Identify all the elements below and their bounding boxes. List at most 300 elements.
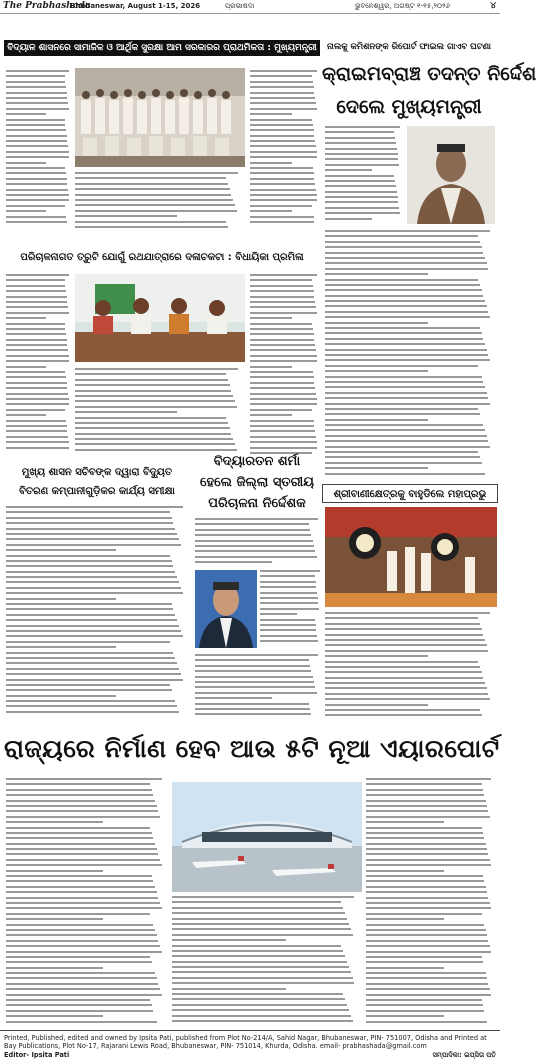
text-line [250,349,316,351]
text-line [6,679,183,681]
text-line [6,124,65,126]
text-line [366,934,487,936]
text-line [325,246,482,248]
dateline-odia: ଭୁବନେଶ୍ୱର, ଅଗଷ୍ଟ ୧-୧୫,୨୦୨୬ [355,2,450,10]
text-line [325,639,485,641]
imprint-line-1: Printed, Published, edited and owned by Ipsita Pati, published from Plot No-214/A, Sahid Nagar, Bhubaneswar, PIN- 751007, Odisha and Printed at [4,1034,487,1042]
text-line [6,886,155,888]
text-line [6,864,162,866]
text-line [6,398,69,400]
text-line [6,956,150,958]
text-line [75,172,238,174]
text-line [172,934,353,936]
text-line [325,451,478,453]
text-line [366,821,444,823]
text-line [172,896,354,898]
article4-headline: ଶ୍ରୀବାଣୀକ୍ଷେତ୍ରକୁ ବାହୁଡିଲେ ମହାପ୍ରଭୁ [322,484,498,503]
text-line [260,624,316,626]
text-line [250,366,292,368]
text-line [6,156,69,158]
text-line [250,296,314,298]
article1-photo [75,68,245,167]
text-line [325,714,482,716]
text-line [366,816,490,818]
text-line [172,982,354,984]
text-line [6,92,67,94]
text-line [6,279,65,281]
article6-photo [195,570,257,648]
text-line [6,1021,157,1023]
text-line [325,230,490,232]
text-line [325,370,428,372]
text-line [6,689,172,691]
text-line [6,1015,103,1017]
text-line [325,354,488,356]
text-line [250,97,315,99]
text-line [6,506,183,508]
text-line [6,333,66,335]
text-line [6,119,65,121]
text-line [325,196,398,198]
article7-photo [172,782,362,892]
text-line [250,205,312,207]
text-line [172,988,286,990]
text-line [325,682,485,684]
text-line [6,511,170,513]
text-line [6,403,69,405]
article4-body [325,612,497,722]
text-line [6,673,181,675]
text-line [325,424,483,426]
text-line [195,670,311,672]
article3-headline: ପରିଚାଳନାଗତ ତ୍ରୁଟି ଯୋଗୁଁ ରଥଯାତ୍ରାରେ ଦଳାଚକଟା : ବିଧାୟିକା ପ୍ରମିଳା [4,248,320,267]
text-line [325,698,490,700]
text-line [325,142,396,144]
text-line [250,301,315,303]
text-line [6,592,183,594]
text-line [6,75,65,77]
text-line [325,644,487,646]
article3-photo [75,274,245,362]
masthead-title: ପ୍ରଭାଷଦା [225,2,255,10]
text-line [75,215,177,217]
text-line [172,950,343,952]
text-line [6,581,179,583]
text-line [325,693,488,695]
text-line [6,328,65,330]
text-line [325,397,488,399]
text-line [172,1004,347,1006]
text-line [6,544,181,546]
text-line [6,436,68,438]
text-line [366,999,482,1001]
text-line [195,550,315,552]
text-line [250,274,317,276]
text-line [6,778,162,780]
text-line [250,129,314,131]
text-line [250,447,317,449]
text-line [366,988,490,990]
text-line [6,875,152,877]
text-line [325,268,488,270]
text-line [250,376,314,378]
text-line [6,178,67,180]
text-line [260,608,319,610]
text-line [75,438,233,440]
text-line [366,880,484,882]
text-line [325,252,483,254]
text-line [325,704,428,706]
text-line [250,210,292,212]
text-line [6,565,173,567]
text-line [250,135,314,137]
text-line [250,398,317,400]
text-line [325,473,485,475]
text-line [325,671,482,673]
text-line [325,617,478,619]
text-line [366,1004,483,1006]
text-line [366,875,483,877]
text-line [172,939,286,941]
text-line [6,625,179,627]
text-line [325,316,490,318]
text-line [325,153,398,155]
text-line [250,108,317,110]
text-line [6,560,172,562]
text-line [325,241,480,243]
text-line [250,333,314,335]
text-line [325,218,372,220]
text-line [172,1009,349,1011]
text-line [366,945,490,947]
text-line [6,1010,153,1012]
text-line [325,408,478,410]
article6-headline-line1: ବିଦ୍ୟାରତନ ଶର୍ମା [213,454,301,469]
text-line [366,794,484,796]
article5-headline-line1: ମୁଖ୍ୟ ଶାସନ ସଚିବଙ୍କ ଦ୍ୱାରା ବିଦ୍ୟୁତ [21,467,173,478]
text-line [6,317,46,319]
text-line [6,349,68,351]
text-line [366,870,444,872]
text-line [250,436,316,438]
text-line [250,70,317,72]
text-line [325,403,490,405]
text-line [6,301,67,303]
text-line [366,918,444,920]
text-line [250,145,316,147]
article5-headline-line2: ବିତରଣ କମ୍ପାନୀଗୁଡ଼ିକର କାର୍ଯ୍ୟ ସମୀକ୍ଷା [19,486,175,497]
text-line [260,629,316,631]
text-line [6,967,103,969]
article2-photo [407,126,495,224]
text-line [6,880,153,882]
text-line [6,929,155,931]
text-line [250,344,315,346]
text-line [250,156,317,158]
text-line [325,327,480,329]
text-line [325,661,478,663]
dateline: Bhubaneswar, August 1-15, 2026 [70,2,201,10]
article3-body-right [250,274,320,458]
article6-body-bottom [195,654,323,722]
text-line [250,414,292,416]
text-line [195,713,311,715]
text-line [366,848,487,850]
article1-headline: ବିଦ୍ୟାଳ ଶାସନରେ ସାମାଜିକ ଓ ଆର୍ଥିକ ସୁରକ୍ଷା ଆମ ସରକାରର ପ୍ରାଥମିକତା : ମୁଖ୍ୟମନ୍ତ୍ରୀ [4,40,320,56]
text-line [6,684,170,686]
text-line [6,167,65,169]
text-line [6,783,150,785]
text-line [325,180,395,182]
text-line [6,189,68,191]
text-line [195,556,317,558]
article2-headline-line1: କ୍ରାଇମବ୍ରାଞ୍ଚ ତଦନ୍ତ ନିର୍ଦ୍ଦେଶ [322,63,536,85]
text-line [172,977,353,979]
text-line [6,145,68,147]
text-line [325,392,487,394]
text-line [250,172,314,174]
text-line [75,188,230,190]
text-line [75,373,226,375]
text-line [6,216,66,218]
text-line [250,393,316,395]
text-line [6,789,152,791]
article2-headline-line2: ଦେଲେ ମୁଖ୍ୟମନ୍ତ୍ରୀ [336,96,482,118]
text-line [6,907,162,909]
text-line [366,778,491,780]
text-line [6,102,68,104]
text-line [250,409,312,411]
text-line [6,194,69,196]
text-line [325,207,399,209]
text-line [366,929,486,931]
text-line [6,913,150,915]
text-line [172,966,349,968]
text-line [6,371,65,373]
text-line [172,971,351,973]
text-line [250,430,315,432]
text-line [250,216,314,218]
editor-credit: Editor- Ipsita Pati [4,1051,70,1059]
text-line [366,827,482,829]
text-line [6,837,153,839]
text-line [6,988,160,990]
text-line [6,657,175,659]
imprint-line-2: Bay Publications, Plot No-17, Rajarani Lewis Road, Bhubaneswar, PIN- 751014, Khurda, Odisha. email- prabhashada@gmail.com [4,1042,427,1050]
text-line [325,311,488,313]
text-line [325,709,480,711]
text-line [6,598,116,600]
text-line [6,695,116,697]
text-line [366,789,483,791]
text-line [325,295,483,297]
text-line [195,545,314,547]
text-line [172,912,345,914]
text-line [250,420,314,422]
text-line [6,972,155,974]
text-line [6,576,177,578]
text-line [260,570,320,572]
text-line [250,339,314,341]
text-line [172,945,341,947]
text-line [75,379,228,381]
text-line [366,972,486,974]
text-line [250,162,292,164]
text-line [325,169,372,171]
text-line [6,587,181,589]
text-line [366,1010,484,1012]
text-line [250,140,315,142]
article1-body-left [6,70,72,230]
text-line [6,805,157,807]
text-line [250,285,313,287]
text-line [325,289,482,291]
text-line [6,951,162,953]
text-line [6,940,158,942]
text-line [250,382,314,384]
text-line [6,983,158,985]
article2-kicker: ନାଲକୁ କମିଶନଙ୍କ ରିପୋର୍ଟ ଫାଇଲ ଗାଏବ ଘଟଣା [327,42,491,52]
text-line [366,891,487,893]
text-line [325,191,397,193]
text-line [6,646,116,648]
text-line [6,285,65,287]
text-line [366,1015,444,1017]
article6-body-right [260,570,322,650]
text-line [325,623,480,625]
text-line [250,194,317,196]
article7-body-col3 [366,778,496,1028]
text-line [260,613,297,615]
text-line [366,956,482,958]
text-line [250,183,315,185]
text-line [75,400,235,402]
text-line [325,305,487,307]
text-line [6,97,67,99]
text-line [250,81,313,83]
text-line [6,528,175,530]
text-line [366,897,488,899]
text-line [260,635,317,637]
text-line [366,977,487,979]
text-line [6,290,66,292]
text-line [325,419,428,421]
text-line [6,441,69,443]
text-line [250,102,316,104]
text-line [172,901,341,903]
text-line [366,907,491,909]
text-line [325,284,480,286]
text-line [260,619,315,621]
text-line [6,555,170,557]
text-line [6,199,69,201]
text-line [250,92,314,94]
text-line [250,124,313,126]
text-line [75,194,231,196]
text-line [325,175,394,177]
text-line [6,918,103,920]
text-line [325,677,483,679]
text-line [6,382,67,384]
text-line [366,800,486,802]
text-line [250,113,292,115]
text-line [250,86,314,88]
text-line [325,279,478,281]
text-line [325,158,398,160]
text-line [325,650,488,652]
text-line [250,441,317,443]
text-line [366,859,490,861]
text-line [75,422,228,424]
text-line [6,113,46,115]
text-line [325,440,488,442]
text-line [195,708,310,710]
text-line [366,783,482,785]
text-line [6,549,116,551]
text-line [250,360,317,362]
text-line [325,343,485,345]
text-line [195,692,317,694]
text-line [366,837,484,839]
article3-body-left [6,274,72,454]
text-line [75,210,237,212]
article5-body [6,506,190,721]
text-line [75,395,233,397]
text-line [6,571,175,573]
text-line [172,1015,351,1017]
text-line [366,864,491,866]
text-line [250,178,314,180]
editor-credit-odia: ସମ୍ପାଦିକା: ଇପ୍ସିତା ପତି [432,1051,496,1059]
text-line [75,204,235,206]
text-line [325,612,490,614]
text-line [325,349,487,351]
text-line [366,967,444,969]
text-line [260,581,316,583]
text-line [6,705,177,707]
text-line [6,652,173,654]
text-line [6,306,68,308]
text-line [6,420,66,422]
text-line [325,273,428,275]
text-line [172,923,349,925]
text-line [325,164,399,166]
text-line [6,376,66,378]
text-line [325,386,485,388]
text-line [325,456,480,458]
text-line [75,199,233,201]
text-line [6,414,46,416]
text-line [325,376,482,378]
footer [0,1030,500,1058]
text-line [6,151,69,153]
text-line [6,425,67,427]
text-line [6,140,67,142]
page-number: ୪ [490,1,496,11]
text-line [6,897,158,899]
text-line [6,619,177,621]
text-line [6,902,160,904]
text-line [6,630,181,632]
text-line [250,387,315,389]
article2-body-top [325,126,403,226]
text-line [6,274,69,276]
text-line [6,603,172,605]
text-line [366,810,488,812]
text-line [75,368,238,370]
text-line [75,449,237,451]
text-line [6,522,173,524]
